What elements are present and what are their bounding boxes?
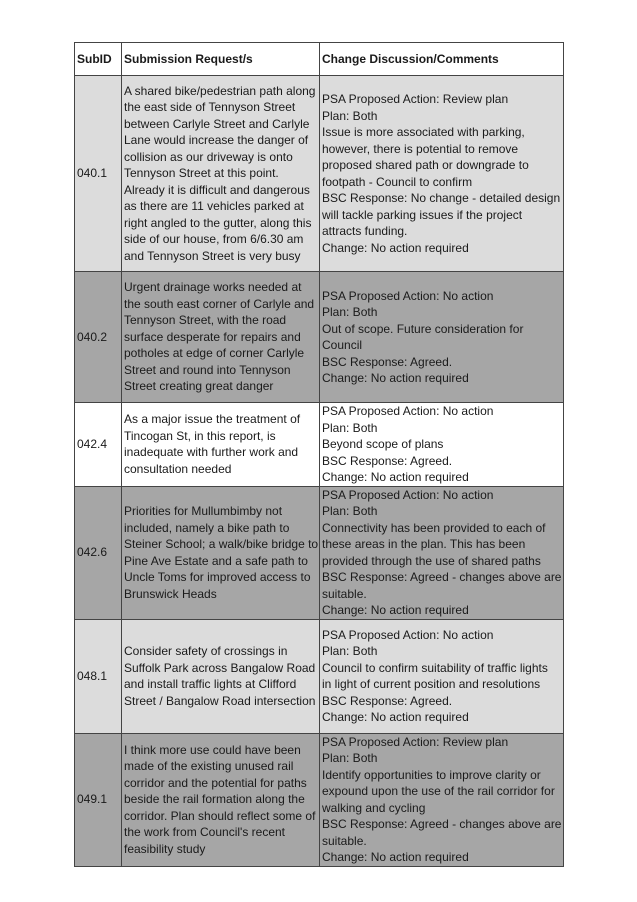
row-comments-line: Council to confirm suitability of traffic lights [322,660,548,675]
row-request-line: made of the existing unused rail [124,759,294,774]
row-request-line: included, namely a bike path to [124,520,290,535]
row-request-line: Pine Ave Estate and a safe path to [124,553,308,568]
row-comments-line: Change: No action required [322,603,469,617]
row-request [122,619,320,733]
row-comments-line: Plan: Both [322,644,378,658]
row-request-line: Priorities for Mullumbimby not [124,504,283,518]
row-request-line: and install traffic lights at Clifford [124,677,297,691]
row-request-line: Consider safety of crossings in [124,644,288,658]
row-request [122,733,320,866]
row-request-line: Lane would increase the danger of [124,133,309,148]
row-subid: 040.1 [75,76,122,272]
row-request-line: the east side of Tennyson Street [124,100,296,115]
row-comments-line: BSC Response: Agreed - changes above are [322,817,562,831]
row-comments-line: BSC Response: Agreed - changes above are [322,570,562,584]
row-comments-line: BSC Response: No change - detailed design [322,191,561,205]
row-request-line: surface desperate for repairs and [124,329,301,344]
row-subid: 048.1 [75,619,122,733]
row-comments [320,619,564,733]
row-request-line: Suffolk Park across Bangalow Road [124,660,316,675]
row-request-line: Street and round into Tennyson [124,362,291,377]
row-comments-line: PSA Proposed Action: Review plan [322,92,509,106]
row-comments-line: will tackle parking issues if the project [322,207,523,222]
row-request-line: between Carlyle Street and Carlyle [124,116,310,131]
row-request-line: I think more use could have been [124,742,301,757]
row-request-line: potholes at edge of corner Carlyle [124,346,305,361]
row-comments-line: PSA Proposed Action: No action [322,487,494,502]
row-comments-line: Identify opportunities to improve clarity or [322,767,541,782]
header-request: Submission Request/s [122,43,320,76]
row-comments-line: Connectivity has been provided to each of [322,520,546,535]
row-request-line: as there are 11 vehicles parked at [124,199,304,214]
row-request-line: Brunswick Heads [124,586,217,601]
row-comments-line: Out of scope. Future consideration for [322,321,524,336]
row-comments-line: proposed shared path or downgrade to [322,158,529,172]
row-request-line: beside the rail formation along the [124,792,305,807]
row-request-line: Already it is difficult and dangerous [124,182,310,197]
row-comments-line: Issue is more associated with parking, [322,125,525,139]
row-comments-line: Change: No action required [322,371,469,385]
row-request-line: Uncle Toms for improved access to [124,570,311,584]
row-request-line: corridor and the potential for paths [124,775,307,790]
row-request-line: collision as our driveway is onto [124,149,293,164]
table-row [75,403,564,487]
header-row [75,43,564,76]
table-row [75,619,564,733]
row-comments-line: PSA Proposed Action: No action [322,627,494,642]
row-request-line: Street creating great danger [124,379,274,394]
row-comments-line: BSC Response: Agreed. [322,354,453,369]
row-comments-line: these areas in the plan. This has been [322,537,526,551]
row-comments-line: Beyond scope of plans [322,437,444,451]
row-comments-line: Plan: Both [322,305,378,319]
row-comments-line: expound upon the use of the rail corridor for [322,784,555,798]
table-row [75,733,564,866]
row-request-line: corridor. Plan should reflect some of [124,808,316,823]
row-request-line: Tennyson Street at this point. [124,166,279,181]
row-comments-line: BSC Response: Agreed. [322,693,453,708]
row-comments-line: attracts funding. [322,224,408,238]
row-request-line: inadequate with further work and [124,445,299,460]
row-subid: 042.4 [75,403,122,487]
row-comments-line: PSA Proposed Action: No action [322,404,494,418]
row-comments-line: suitable. [322,833,367,848]
row-comments-line: footpath - Council to confirm [322,174,473,189]
row-comments-line: Change: No action required [322,470,469,484]
row-request-line: Steiner School; a walk/bike bridge to [124,537,319,551]
row-comments-line: Change: No action required [322,710,469,724]
row-comments-line: Plan: Both [322,420,378,435]
row-comments [320,272,564,403]
row-request-line: Urgent drainage works needed at [124,280,302,295]
row-comments-line: BSC Response: Agreed. [322,453,453,468]
header-comments: Change Discussion/Comments [320,43,564,76]
row-subid: 042.6 [75,486,122,619]
row-comments-line: PSA Proposed Action: Review plan [322,734,509,749]
row-comments [320,486,564,619]
row-request [122,486,320,619]
row-request-line: Tennyson Street, with the road [124,313,287,328]
row-request-line: Street / Bangalow Road intersection [124,693,316,708]
row-comments-line: Plan: Both [322,108,378,123]
row-comments-line: Change: No action required [322,850,469,864]
submissions-table [74,42,564,867]
row-request-line: A shared bike/pedestrian path along [124,83,316,98]
row-request [122,403,320,487]
row-request-line: As a major issue the treatment of [124,412,301,427]
row-comments-line: in light of current position and resolutions [322,677,541,691]
row-comments-line: however, there is potential to remove [322,141,519,156]
row-request-line: the work from Council's recent [124,825,286,840]
row-comments [320,76,564,272]
row-comments-line: suitable. [322,586,367,601]
row-comments-line: PSA Proposed Action: No action [322,288,494,303]
row-request-line: and Tennyson Street is very busy [124,248,301,263]
row-comments-line: Council [322,338,363,352]
row-request-line: the south east corner of Carlyle and [124,296,315,311]
row-comments-line: Plan: Both [322,504,378,518]
table-row [75,486,564,619]
row-request-line: consultation needed [124,461,232,476]
row-request-line: right angled to the gutter, along this [124,215,312,230]
table-row [75,272,564,403]
row-subid: 049.1 [75,733,122,866]
row-request [122,272,320,403]
table-row [75,76,564,272]
row-comments [320,403,564,487]
row-comments [320,733,564,866]
row-comments-line: Change: No action required [322,240,469,255]
row-request-line: side of our house, from 6/6.30 am [124,232,304,247]
row-request-line: Tincogan St, in this report, is [124,428,276,443]
row-comments-line: Plan: Both [322,751,378,765]
row-request [122,76,320,272]
row-comments-line: provided through the use of shared paths [322,553,541,568]
row-comments-line: walking and cycling [322,800,426,815]
row-request-line: feasibility study [124,841,206,856]
row-subid: 040.2 [75,272,122,403]
header-subid: SubID [75,43,122,76]
